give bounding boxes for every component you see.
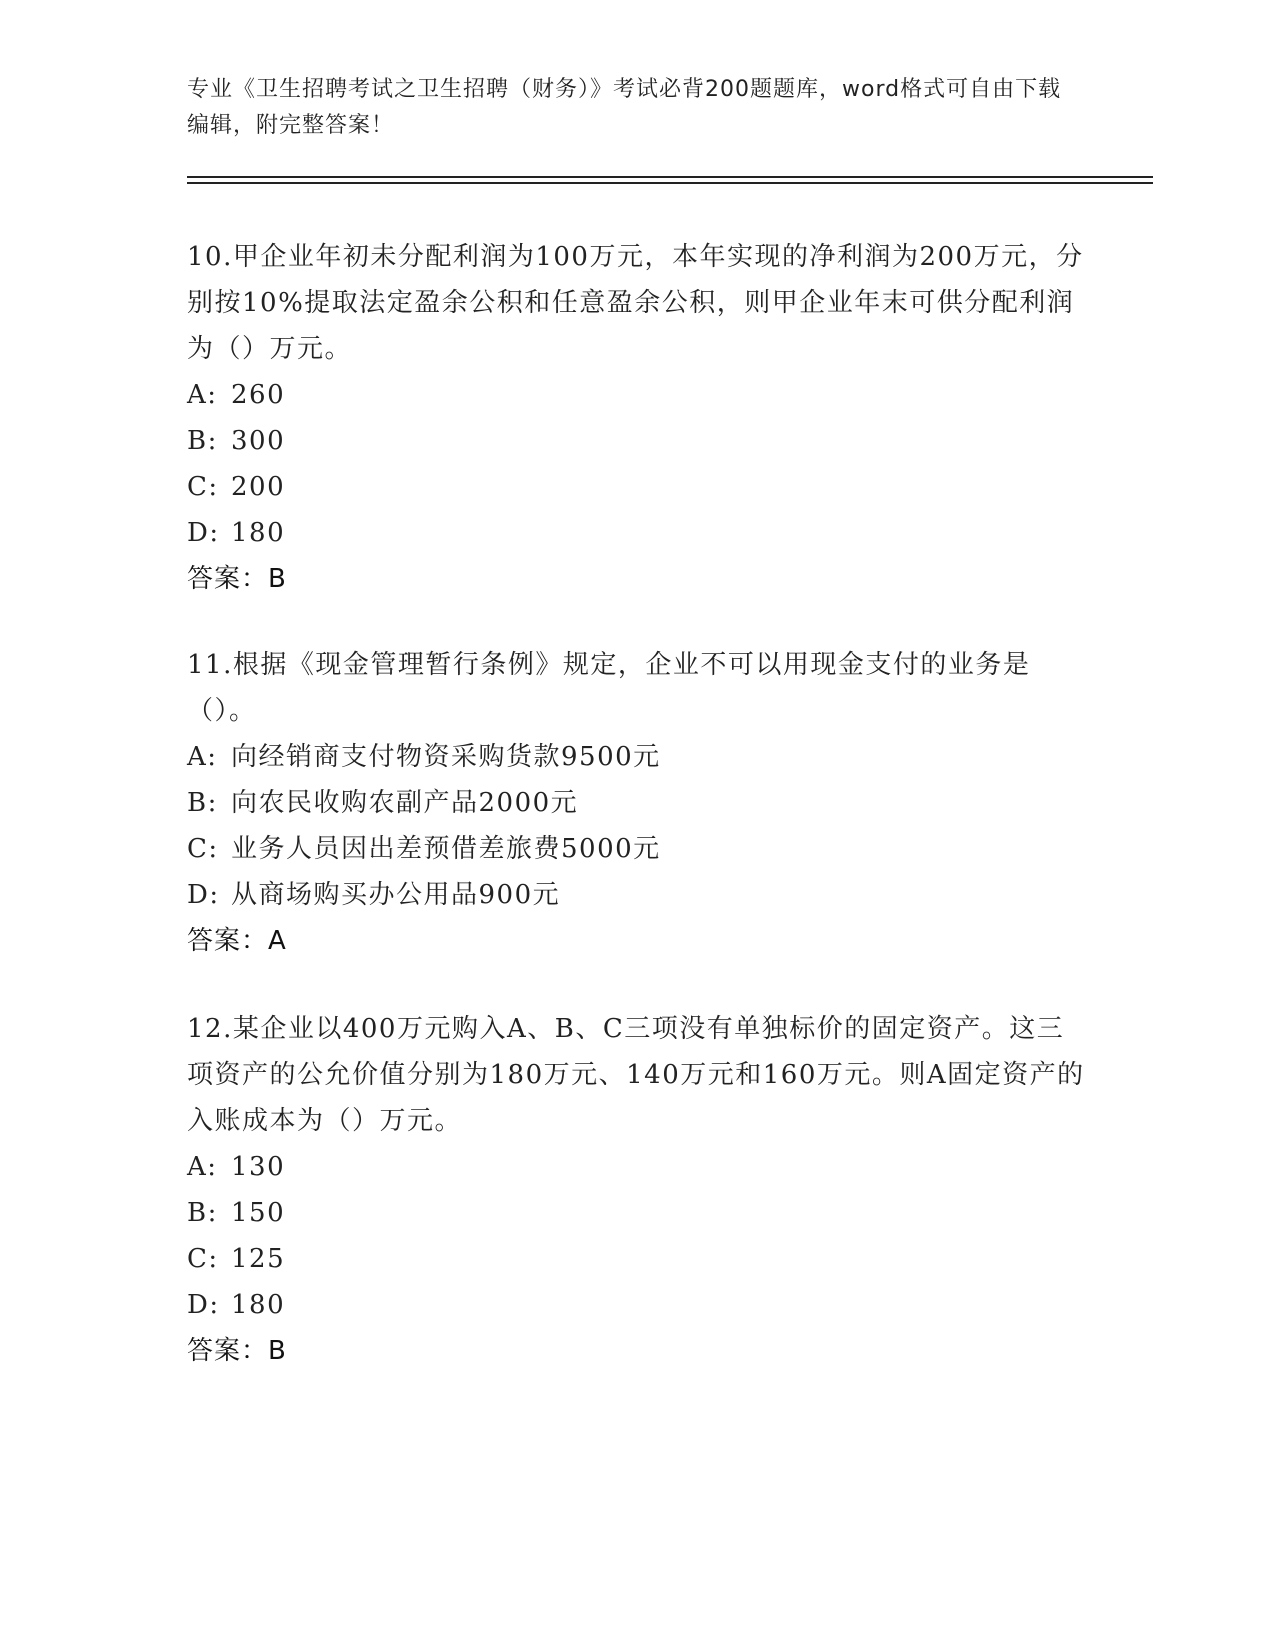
question-11	[187, 642, 1087, 964]
answer: 答案：B	[187, 1336, 287, 1366]
option-a	[187, 1144, 1087, 1190]
option-text: 业务人员因出差预借差旅费5000元	[231, 834, 661, 864]
option-text: 向农民收购农副产品2000元	[231, 788, 579, 818]
option-letter: A:	[187, 380, 218, 410]
option-letter: D:	[187, 880, 220, 910]
option-text: 向经销商支付物资采购货款9500元	[231, 742, 661, 772]
option-letter: D:	[187, 1290, 220, 1320]
option-text: 从商场购买办公用品900元	[231, 880, 561, 910]
header-divider-top	[187, 176, 1153, 178]
option-letter: C:	[187, 472, 219, 502]
question-stem: 11.根据《现金管理暂行条例》规定，企业不可以用现金支付的业务是（）。	[187, 650, 1031, 726]
option-letter: B:	[187, 788, 218, 818]
option-c	[187, 826, 1087, 872]
option-letter: B:	[187, 426, 218, 456]
option-text: 180	[231, 1290, 286, 1320]
option-letter: B:	[187, 1198, 218, 1228]
question-stem: 12.某企业以400万元购入A、B、C三项没有单独标价的固定资产。这三项资产的公允价值分别为180万元、140万元和160万元。则A固定资产的入账成本为（）万元。	[187, 1014, 1085, 1136]
option-text: 130	[231, 1152, 286, 1182]
option-letter: A:	[187, 1152, 218, 1182]
option-b	[187, 418, 1087, 464]
answer: 答案：B	[187, 564, 287, 594]
document-header: 专业《卫生招聘考试之卫生招聘（财务）》考试必背200题题库，word格式可自由下载编辑，附完整答案！	[187, 77, 1062, 138]
option-text: 180	[231, 518, 286, 548]
option-text: 200	[231, 472, 286, 502]
question-10	[187, 234, 1087, 602]
header-divider-bottom	[187, 182, 1153, 184]
option-letter: A:	[187, 742, 218, 772]
option-c	[187, 1236, 1087, 1282]
option-d	[187, 1282, 1087, 1328]
option-text: 150	[231, 1198, 286, 1228]
option-letter: C:	[187, 834, 219, 864]
option-a	[187, 372, 1087, 418]
option-letter: C:	[187, 1244, 219, 1274]
option-a	[187, 734, 1087, 780]
answer: 答案：A	[187, 926, 287, 956]
option-letter: D:	[187, 518, 220, 548]
option-c	[187, 464, 1087, 510]
option-text: 260	[231, 380, 286, 410]
option-d	[187, 510, 1087, 556]
option-text: 125	[231, 1244, 286, 1274]
question-12	[187, 1006, 1087, 1374]
option-d	[187, 872, 1087, 918]
option-b	[187, 780, 1087, 826]
option-text: 300	[231, 426, 286, 456]
question-stem: 10.甲企业年初未分配利润为100万元，本年实现的净利润为200万元，分别按10%提取法定盈余公积和任意盈余公积，则甲企业年末可供分配利润为（）万元。	[187, 242, 1084, 364]
option-b	[187, 1190, 1087, 1236]
